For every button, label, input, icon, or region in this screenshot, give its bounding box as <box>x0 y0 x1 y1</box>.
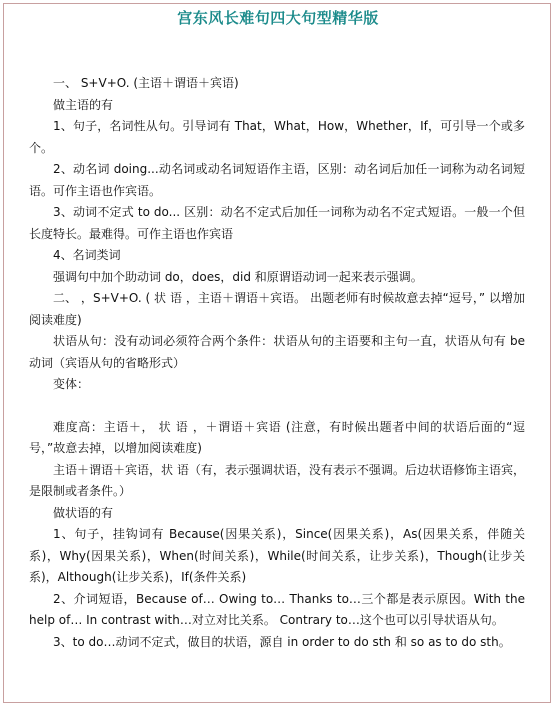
section-heading-adverbial: 二、 ，S+V+O. ( 状 语 ，主语＋谓语＋宾语。 出题老师有时候故意去掉“逗号，” 以增加阅读难度) <box>29 291 525 327</box>
list-item-noun: 4、名词类词 <box>53 248 121 262</box>
list-item-infinitive: 3、动词不定式 to do... 区别：动名不定式后加任一词称为动名不定式短语。一般一个但长度特长。最难得。可作主语也作宾语 <box>29 205 525 241</box>
list-item-prepositional-phrase: 2、介词短语，Because of… Owing to… Thanks to…三个都是表示原因。With the help of… In contrast with…对立对比关系。 Contrary to…这个也可以引导状语从句。 <box>29 591 525 627</box>
paragraph-adverbial-clause: 状语从句：没有动词必须符合两个条件：状语从句的主语要和主句一直，状语从句有 be 动词（宾语从句的省略形式） <box>29 334 525 370</box>
document-title: 宫东风长难句四大句型精华版 <box>177 9 379 27</box>
section-heading-svo: 一、 S+V+O. (主语＋谓语＋宾语) <box>53 76 239 90</box>
subheading-adverbial: 做状语的有 <box>53 505 114 520</box>
paragraph-variant: 变体： <box>53 377 90 391</box>
document-body <box>29 73 525 653</box>
paragraph-subject-predicate: 主语＋谓语＋宾语，状 语（有，表示强调状语，没有表示不强调。后边状语修饰主语宾，是限制或者条件。） <box>29 462 525 498</box>
subheading-subject: 做主语的有 <box>53 97 114 112</box>
list-item-gerund: 2、动名词 doing...动名词或动名词短语作主语，区别：动名词后加任一词称为动名词短语。可作主语也作宾语。 <box>29 162 525 198</box>
list-item-adverbial-clause: 1、句子，挂钩词有 Because(因果关系)，Since(因果关系)，As(因果关系，伴随关系)，Why(因果关系)，When(时间关系)，While(时间关系，让步关系)，Though(让步关系)，Although(让步关系)，If(条件关系) <box>29 527 525 584</box>
blank-line <box>29 396 525 417</box>
paragraph-difficulty: 难度高：主语＋， 状 语 ，＋谓语＋宾语 (注意，有时候出题者中间的状语后面的“逗号，”故意去掉，以增加阅读难度) <box>29 419 525 455</box>
list-item-clause: 1、句子，名词性从句。引导词有 That，What，How，Whether，If，可引导一个或多个。 <box>29 119 525 155</box>
paragraph-emphasis: 强调句中加个助动词 do，does，did 和原谓语动词一起来表示强调。 <box>53 269 423 284</box>
list-item-to-do: 3、to do…动词不定式，做目的状语，源自 in order to do sth 和 so as to do sth。 <box>53 634 511 649</box>
